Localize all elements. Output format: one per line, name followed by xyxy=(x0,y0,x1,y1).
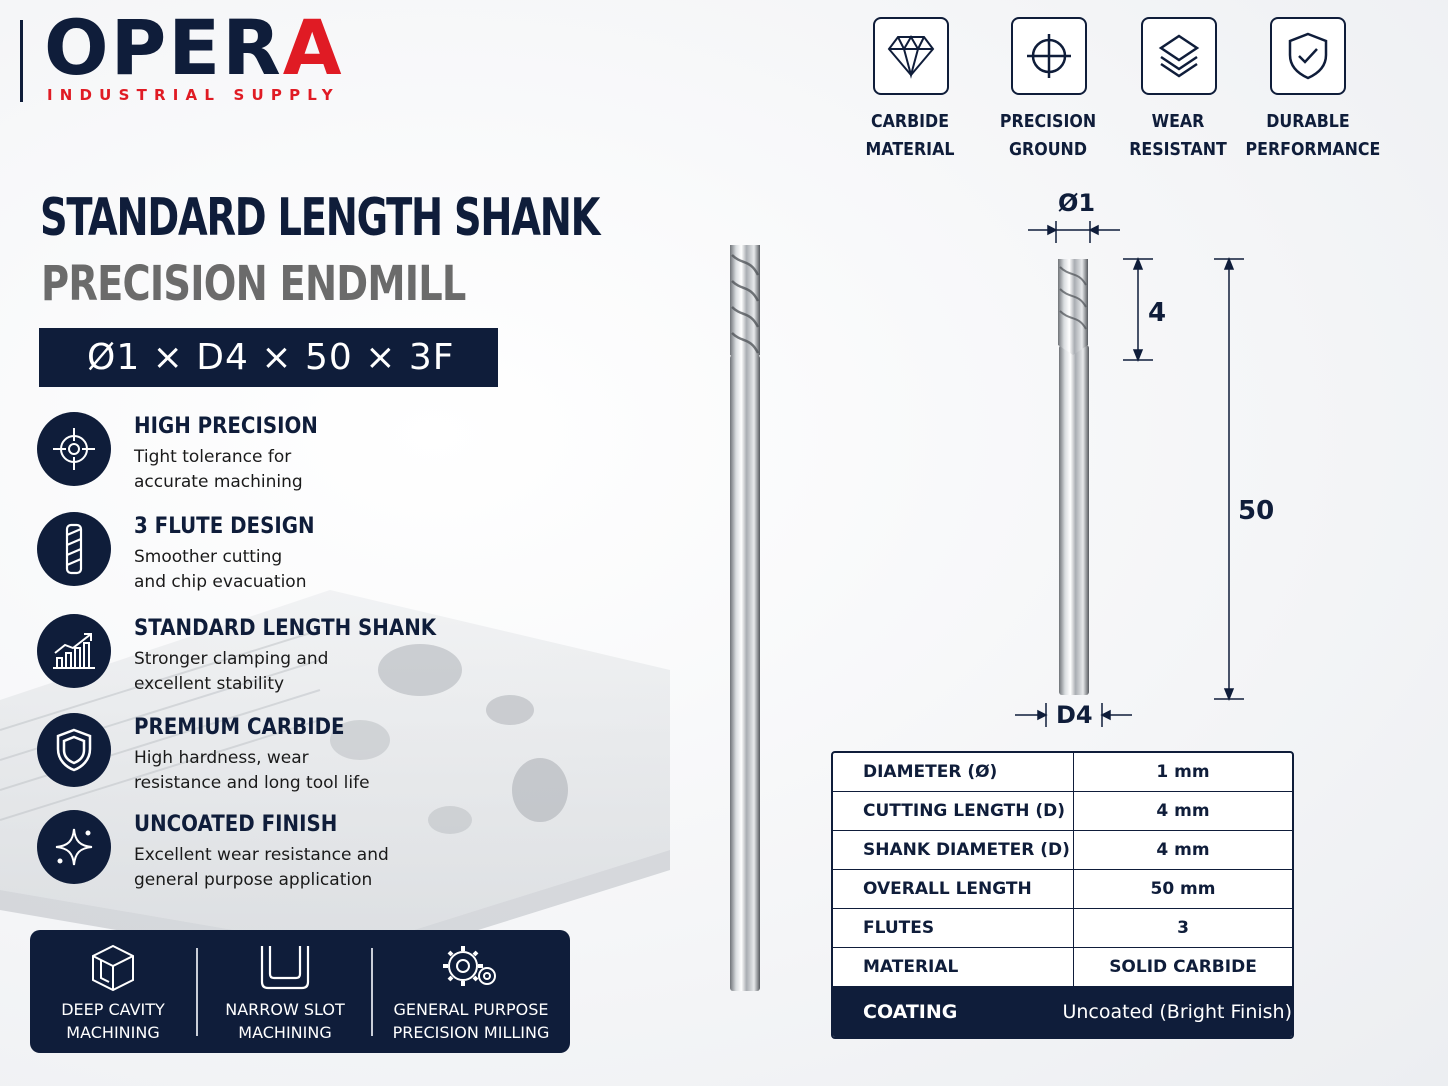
feature-title: STANDARD LENGTH SHANK xyxy=(134,616,437,641)
app-general-purpose xyxy=(373,930,569,1053)
dim-overall-length: 50 xyxy=(1238,496,1275,526)
dim-cutting-length: 4 xyxy=(1148,298,1167,328)
badge-label: WEAR RESISTANT xyxy=(1129,111,1227,160)
feature-3-flute xyxy=(37,512,457,602)
product-subtitle: PRECISION ENDMILL xyxy=(41,256,466,312)
crosshair-icon xyxy=(37,412,111,486)
app-label: NARROW SLOT MACHINING xyxy=(225,1000,345,1042)
dim-diameter: Ø1 xyxy=(1058,189,1096,217)
layers-icon xyxy=(1141,17,1217,95)
spec-banner: Ø1 × D4 × 50 × 3F xyxy=(39,328,498,387)
spec-table xyxy=(831,751,1294,1039)
feature-standard-shank xyxy=(37,614,457,704)
app-deep-cavity xyxy=(30,930,196,1053)
table-row: CUTTING LENGTH (D) 4 mm xyxy=(833,792,1292,831)
dimension-drawing xyxy=(1010,185,1260,730)
feature-high-precision xyxy=(37,412,457,502)
table-row-coating: COATING Uncoated (Bright Finish) xyxy=(833,987,1292,1037)
applications-panel xyxy=(30,930,570,1053)
feature-description: Excellent wear resistance and general purpose application xyxy=(134,845,389,890)
slot-icon xyxy=(258,942,312,994)
product-title: STANDARD LENGTH SHANK xyxy=(40,188,600,248)
badge-label: CARBIDE MATERIAL xyxy=(865,111,955,160)
dim-shank: D4 xyxy=(1056,701,1093,729)
sparkle-icon xyxy=(37,810,111,884)
table-row: OVERALL LENGTH 50 mm xyxy=(833,870,1292,909)
endmill-image xyxy=(728,245,762,993)
badge-label: DURABLE PERFORMANCE xyxy=(1245,111,1381,160)
feature-description: Smoother cutting and chip evacuation xyxy=(134,547,307,592)
table-row: FLUTES 3 xyxy=(833,909,1292,948)
brand-tagline: INDUSTRIAL SUPPLY xyxy=(47,86,340,104)
feature-title: HIGH PRECISION xyxy=(134,414,318,439)
feature-description: Stronger clamping and excellent stability xyxy=(134,649,329,694)
table-row: DIAMETER (Ø) 1 mm xyxy=(833,753,1292,792)
target-icon xyxy=(1011,17,1087,95)
table-row: SHANK DIAMETER (D) 4 mm xyxy=(833,831,1292,870)
table-row: MATERIAL SOLID CARBIDE xyxy=(833,948,1292,987)
app-label: DEEP CAVITY MACHINING xyxy=(61,1000,165,1042)
cube-icon xyxy=(87,942,139,994)
drill-bit-icon xyxy=(37,512,111,586)
diamond-icon xyxy=(873,17,949,95)
gears-icon xyxy=(441,942,501,994)
app-label: GENERAL PURPOSE PRECISION MILLING xyxy=(392,1000,550,1042)
feature-description: High hardness, wear resistance and long tool life xyxy=(134,748,370,793)
feature-title: UNCOATED FINISH xyxy=(134,812,338,837)
shield-check-icon xyxy=(1270,17,1346,95)
shield-icon xyxy=(37,713,111,787)
feature-description: Tight tolerance for accurate machining xyxy=(134,447,303,492)
growth-chart-icon xyxy=(37,614,111,688)
feature-uncoated-finish xyxy=(37,810,457,900)
app-narrow-slot xyxy=(198,930,372,1053)
logo-divider xyxy=(20,20,23,102)
feature-title: PREMIUM CARBIDE xyxy=(134,715,345,740)
brand-logo: OPERA xyxy=(44,3,344,92)
badge-label: PRECISION GROUND xyxy=(999,111,1097,160)
feature-premium-carbide xyxy=(37,713,457,803)
feature-title: 3 FLUTE DESIGN xyxy=(134,514,315,539)
